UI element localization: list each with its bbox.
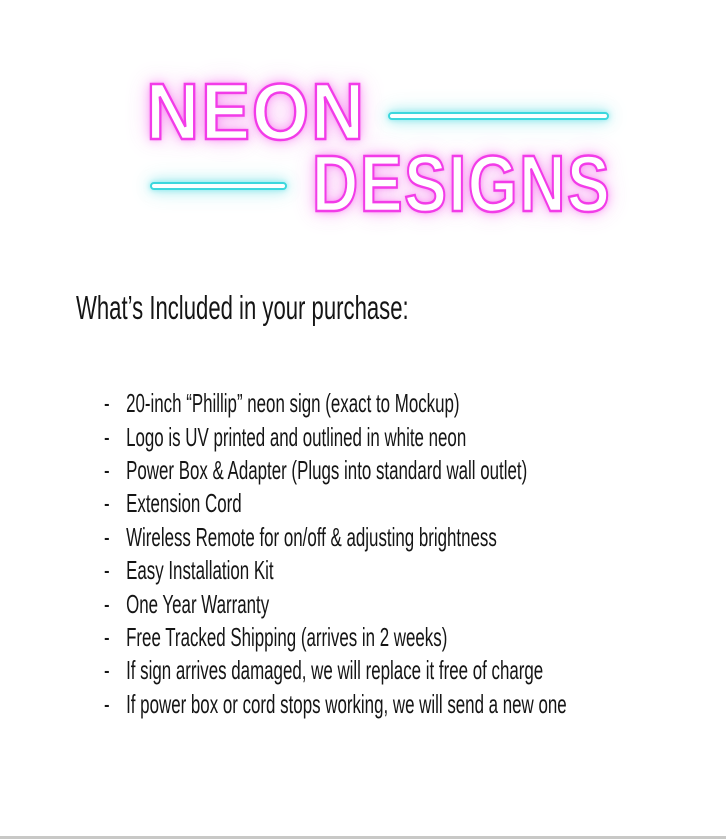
list-item-text: Easy Installation Kit: [126, 555, 274, 586]
page-title: [76, 288, 726, 328]
list-item-text: Logo is UV printed and outlined in white neon: [126, 421, 467, 452]
bullet-dash: -: [104, 421, 110, 452]
list-item: [104, 587, 726, 620]
logo-word-designs: DESIGNS: [312, 139, 612, 228]
list-item: [104, 654, 726, 687]
list-item-text: 20-inch “Phillip” neon sign (exact to Mockup): [126, 388, 460, 419]
list-item: [104, 454, 726, 487]
list-item: [104, 420, 726, 453]
page-title-text: What’s Included in your purchase:: [76, 289, 409, 326]
neon-tube-line-left: [150, 182, 287, 190]
logo-word-neon: NEON: [146, 67, 367, 156]
bullet-dash: -: [104, 388, 110, 419]
list-item: [104, 554, 726, 587]
list-item-text: One Year Warranty: [126, 588, 270, 619]
bullet-dash: -: [104, 454, 110, 485]
bullet-dash: -: [104, 621, 110, 652]
bullet-dash: -: [104, 555, 110, 586]
list-item-text: If power box or cord stops working, we will send a new one: [126, 688, 567, 719]
bullet-dash: -: [104, 588, 110, 619]
list-item: [104, 521, 726, 554]
list-item: [104, 387, 726, 420]
list-item-text: Power Box & Adapter (Plugs into standard wall outlet): [126, 454, 528, 485]
list-item: [104, 487, 726, 520]
neon-designs-logo: [0, 0, 726, 240]
list-item: [104, 621, 726, 654]
bullet-dash: -: [104, 488, 110, 519]
included-list: [104, 387, 726, 721]
bullet-dash: -: [104, 521, 110, 552]
neon-tube-line-right: [388, 112, 609, 120]
list-item-text: Extension Cord: [126, 488, 242, 519]
bullet-dash: -: [104, 655, 110, 686]
list-item-text: Wireless Remote for on/off & adjusting brightness: [126, 521, 497, 552]
list-item-text: Free Tracked Shipping (arrives in 2 weeks): [126, 621, 448, 652]
bullet-dash: -: [104, 688, 110, 719]
list-item-text: If sign arrives damaged, we will replace it free of charge: [126, 655, 544, 686]
list-item: [104, 688, 726, 721]
